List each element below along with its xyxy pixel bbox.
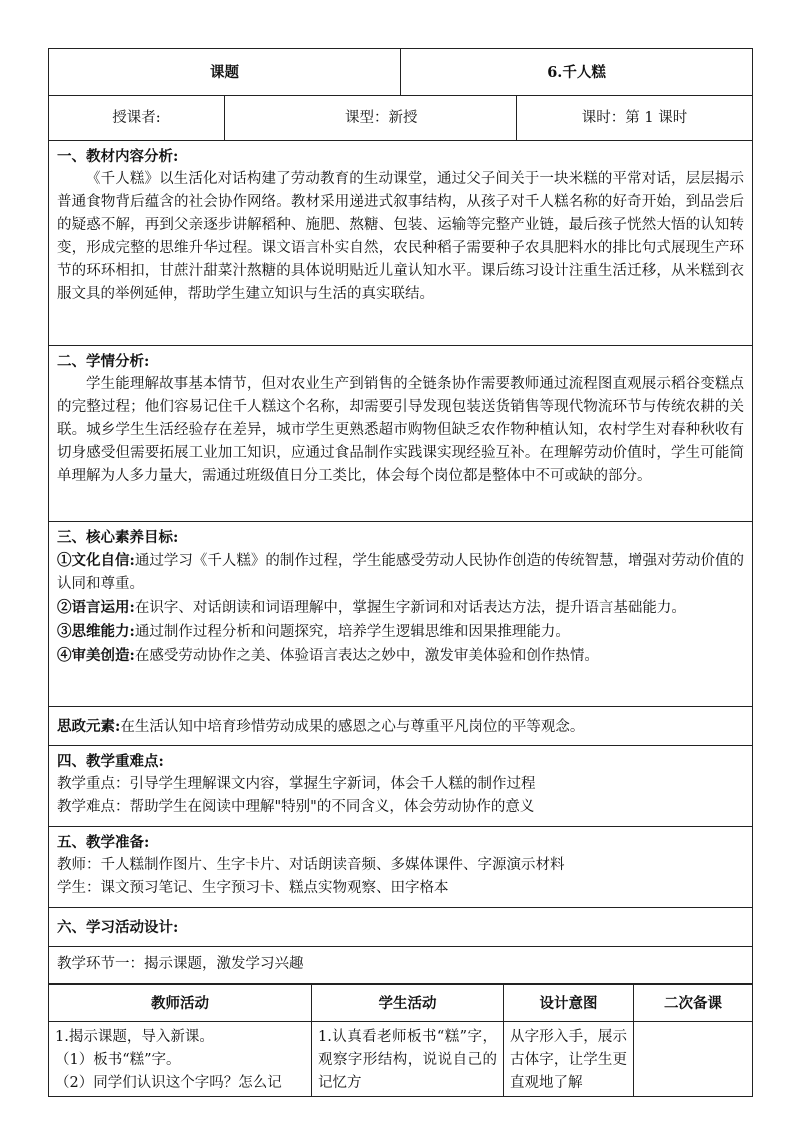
goal-label: ②语言运用: (57, 599, 135, 616)
activity-header-row (49, 985, 753, 1022)
student-text: 1.认真看老师板书“糕”字，观察字形结构，说说自己的记忆方 (318, 1029, 497, 1091)
section-activity-title (49, 908, 753, 947)
cell-design-intent (504, 1022, 634, 1097)
section-core-goals (49, 522, 753, 707)
section-title: 三、核心素养目标: (57, 529, 179, 546)
info-row (49, 96, 753, 141)
section-title: 一、教材内容分析: (57, 148, 179, 165)
goal-text: 通过学习《千人糕》的制作过程，学生能感受劳动人民协作创造的传统智慧，增强对劳动价值的认同和尊重。 (57, 553, 745, 592)
goal-label: ③思维能力: (57, 623, 135, 640)
goal-label: ④审美创造: (57, 647, 135, 664)
col-teacher-activity: 教师活动 (49, 985, 312, 1022)
intent-text: 从字形入手，展示古体字，让学生更直观地了解 (510, 1029, 627, 1091)
section-key-points (49, 746, 753, 827)
lesson-plan (48, 48, 752, 1097)
section-student-analysis (49, 346, 753, 522)
goal-text: 在感受劳动协作之美、体验语言表达之妙中，激发审美体验和创作热情。 (134, 648, 599, 664)
cell-student-activity (312, 1022, 504, 1097)
section-text: 学生能理解故事基本情节，但对农业生产到销售的全链条协作需要教师通过流程图直观展示稻谷变糕点的完整过程；他们容易记住千人糕这个名称，却需要引导发现包装送货销售等现代物流环节与传统农耕的关联。城乡学生生活经验存在差异，城市学生更熟悉超市购物但缺乏农作物种植认知，农村学生对春种秋收有切身感受但需要拓展工业加工知识，应通过食品制作实践课实现经验互补。在理解劳动价值时，学生可能简单理解为人多力量大，需通过班级值日分工类比，体会每个岗位都是整体中不可或缺的部分。 (57, 376, 745, 484)
teacher-step: （1）板书“糕”字。 (55, 1052, 181, 1068)
section-title: 四、教学重难点: (57, 753, 164, 770)
key-focus: 教学重点：引导学生理解课文内容，掌握生字新词，体会千人糕的制作过程 (57, 776, 536, 792)
goal-label: ①文化自信: (57, 552, 135, 569)
lesson-plan-table (48, 48, 753, 984)
col-second-prep: 二次备课 (634, 985, 753, 1022)
key-difficulty: 教学难点：帮助学生在阅读中理解"特别"的不同含义，体会劳动协作的意义 (57, 799, 535, 815)
teacher-step: 1.揭示课题，导入新课。 (55, 1029, 214, 1045)
goal-item (57, 644, 744, 668)
section-ideology (49, 707, 753, 746)
stage-text: 教学环节一：揭示课题，激发学习兴趣 (49, 947, 753, 984)
goal-item (57, 596, 744, 620)
col-student-activity: 学生活动 (312, 985, 504, 1022)
goal-item (57, 549, 744, 596)
goal-item (57, 620, 744, 644)
topic-row (49, 49, 753, 96)
ideology-label: 思政元素: (57, 718, 121, 735)
lesson-time: 课时：第 1 课时 (517, 96, 753, 141)
cell-second-prep (634, 1022, 753, 1097)
goal-text: 在识字、对话朗读和词语理解中，掌握生字新词和对话表达方法，提升语言基础能力。 (134, 600, 686, 616)
ideology-text: 在生活认知中培育珍惜劳动成果的感恩之心与尊重平凡岗位的平等观念。 (120, 719, 585, 735)
activity-stage (49, 947, 753, 984)
activity-row (49, 1022, 753, 1097)
lesson-type: 课型：新授 (225, 96, 517, 141)
section-title: 六、学习活动设计: (57, 919, 179, 936)
topic-label: 课题 (49, 49, 401, 96)
prep-teacher: 教师：千人糕制作图片、生字卡片、对话朗读音频、多媒体课件、字源演示材料 (57, 857, 565, 873)
section-title: 五、教学准备: (57, 834, 150, 851)
cell-teacher-activity (49, 1022, 312, 1097)
col-design-intent: 设计意图 (504, 985, 634, 1022)
activity-table (48, 984, 753, 1097)
prep-student: 学生：课文预习笔记、生字预习卡、糕点实物观察、田字格本 (57, 880, 449, 896)
teacher-step: （2）同学们认识这个字吗？怎么记 (55, 1075, 282, 1091)
section-preparation (49, 827, 753, 908)
section-text: 《千人糕》以生活化对话构建了劳动教育的生动课堂，通过父子间关于一块米糕的平常对话，层层揭示普通食物背后蕴含的社会协作网络。教材采用递进式叙事结构，从孩子对千人糕名称的好奇开始，到品尝后的疑惑不解，再到父亲逐步讲解稻种、施肥、熬糖、包装、运输等完整产业链，最后孩子恍然大悟的认知转变，形成完整的思维升华过程。课文语言朴实自然，农民种稻子需要种子农具肥料水的排比句式展现生产环节的环环相扣，甘蔗汁甜菜汁熬糖的具体说明贴近儿童认知水平。课后练习设计注重生活迁移，从米糕到衣服文具的举例延伸，帮助学生建立知识与生活的真实联结。 (57, 171, 745, 302)
section-title: 二、学情分析: (57, 353, 150, 370)
topic-value: 6.千人糕 (401, 49, 753, 96)
goal-text: 通过制作过程分析和问题探究，培养学生逻辑思维和因果推理能力。 (134, 624, 570, 640)
section-material-analysis (49, 141, 753, 346)
teacher-label: 授课者: (49, 96, 225, 141)
